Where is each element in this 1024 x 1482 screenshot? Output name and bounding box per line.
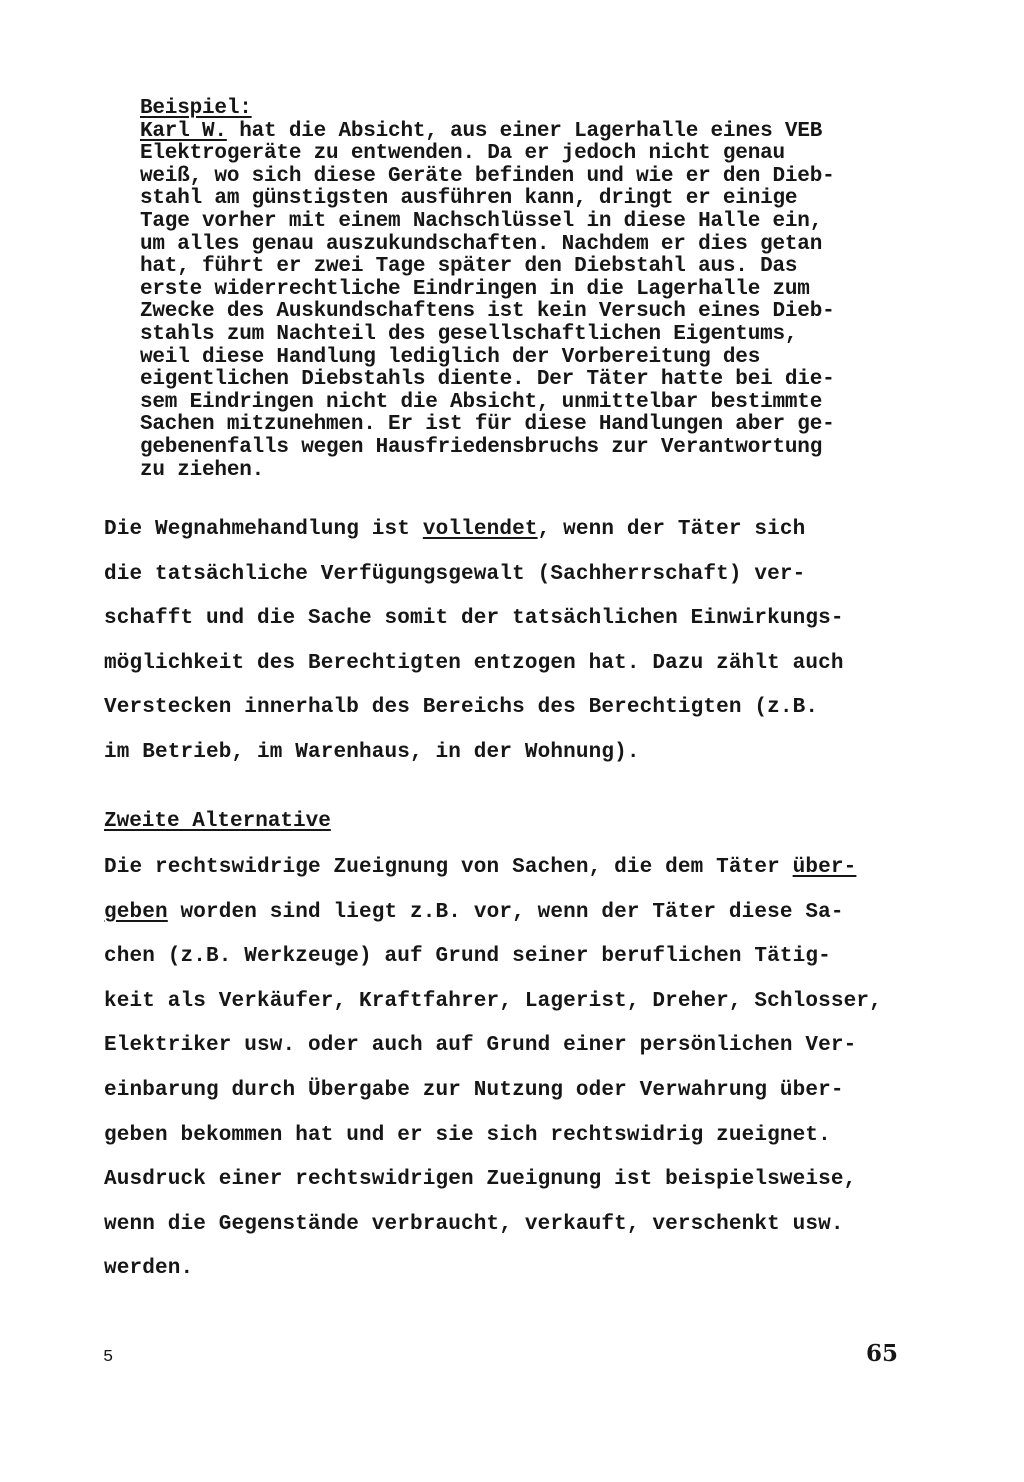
- example-line: Sachen mitzunehmen. Er ist für diese Handlungen aber ge-: [140, 413, 835, 437]
- example-line: um alles genau auszukundschaften. Nachdem er dies getan: [140, 232, 823, 256]
- underlined-term: über-: [792, 856, 857, 879]
- paragraph-line: einbarung durch Übergabe zur Nutzung oder Verwahrung über-: [104, 1078, 844, 1102]
- paragraph-line: werden.: [104, 1257, 194, 1281]
- example-subject: Karl W.: [140, 119, 227, 143]
- example-line: eigentlichen Diebstahls diente. Der Täter hatte bei die-: [140, 368, 835, 392]
- paragraph-line: die tatsächliche Verfügungsgewalt (Sachherrschaft) ver-: [104, 562, 806, 586]
- paragraph-line: Die rechtswidrige Zueignung von Sachen, die dem Täter über-: [104, 856, 857, 879]
- example-line: gebenenfalls wegen Hausfriedensbruchs zur Verantwortung: [140, 435, 823, 459]
- example-line: erste widerrechtliche Eindringen in die Lagerhalle zum: [140, 277, 810, 301]
- paragraph-line: geben worden sind liegt z.B. vor, wenn der Täter diese Sa-: [104, 900, 844, 924]
- example-line: weiß, wo sich diese Geräte befinden und wie er den Dieb-: [140, 164, 835, 188]
- example-line: sem Eindringen nicht die Absicht, unmittelbar bestimmte: [140, 390, 823, 414]
- paragraph-line: Die Wegnahmehandlung ist vollendet, wenn der Täter sich: [104, 518, 806, 541]
- paragraph-line: keit als Verkäufer, Kraftfahrer, Lagerist, Dreher, Schlosser,: [104, 989, 882, 1013]
- paragraph-line: Verstecken innerhalb des Bereichs des Berechtigten (z.B.: [104, 696, 819, 720]
- page-number: 65: [866, 1340, 899, 1367]
- paragraph-line: schafft und die Sache somit der tatsächlichen Einwirkungs-: [104, 607, 844, 631]
- example-line: Tage vorher mit einem Nachschlüssel in diese Halle ein,: [140, 209, 823, 233]
- paragraph-line: möglichkeit des Berechtigten entzogen hat. Dazu zählt auch: [104, 651, 844, 675]
- example-line: weil diese Handlung lediglich der Vorbereitung des: [140, 345, 761, 369]
- example-line: Karl W. hat die Absicht, aus einer Lagerhalle eines VEB: [140, 119, 823, 143]
- example-line: zu ziehen.: [140, 458, 265, 482]
- paragraph-line: chen (z.B. Werkzeuge) auf Grund seiner beruflichen Tätig-: [104, 945, 831, 969]
- example-line: hat, führt er zwei Tage später den Diebstahl aus. Das: [140, 255, 798, 279]
- section-heading: Zweite Alternative: [104, 810, 331, 833]
- paragraph-line: geben bekommen hat und er sie sich rechtswidrig zueignet.: [104, 1123, 831, 1147]
- paragraph-line: Elektriker usw. oder auch auf Grund einer persönlichen Ver-: [104, 1034, 857, 1058]
- paragraph-line: im Betrieb, im Warenhaus, in der Wohnung).: [104, 740, 640, 764]
- example-line: Zwecke des Auskundschaftens ist kein Versuch eines Dieb-: [140, 300, 835, 324]
- paragraph-zueignung: [104, 846, 924, 1292]
- example-line: stahls zum Nachteil des gesellschaftlichen Eigentums,: [140, 322, 798, 346]
- paragraph-vollendet: [104, 508, 924, 776]
- underlined-term: vollendet: [422, 518, 538, 541]
- example-line: stahl am günstigsten ausführen kann, dringt er einige: [140, 187, 798, 211]
- example-line: Elektrogeräte zu entwenden. Da er jedoch nicht genau: [140, 142, 785, 166]
- example-block: [140, 98, 920, 482]
- sheet-mark: 5: [103, 1348, 114, 1367]
- paragraph-line: Ausdruck einer rechtswidrigen Zueignung ist beispielsweise,: [104, 1168, 857, 1192]
- paragraph-line: wenn die Gegenstände verbraucht, verkauft, verschenkt usw.: [104, 1212, 844, 1236]
- example-heading: Beispiel:: [140, 97, 252, 120]
- underlined-term: geben: [104, 900, 168, 924]
